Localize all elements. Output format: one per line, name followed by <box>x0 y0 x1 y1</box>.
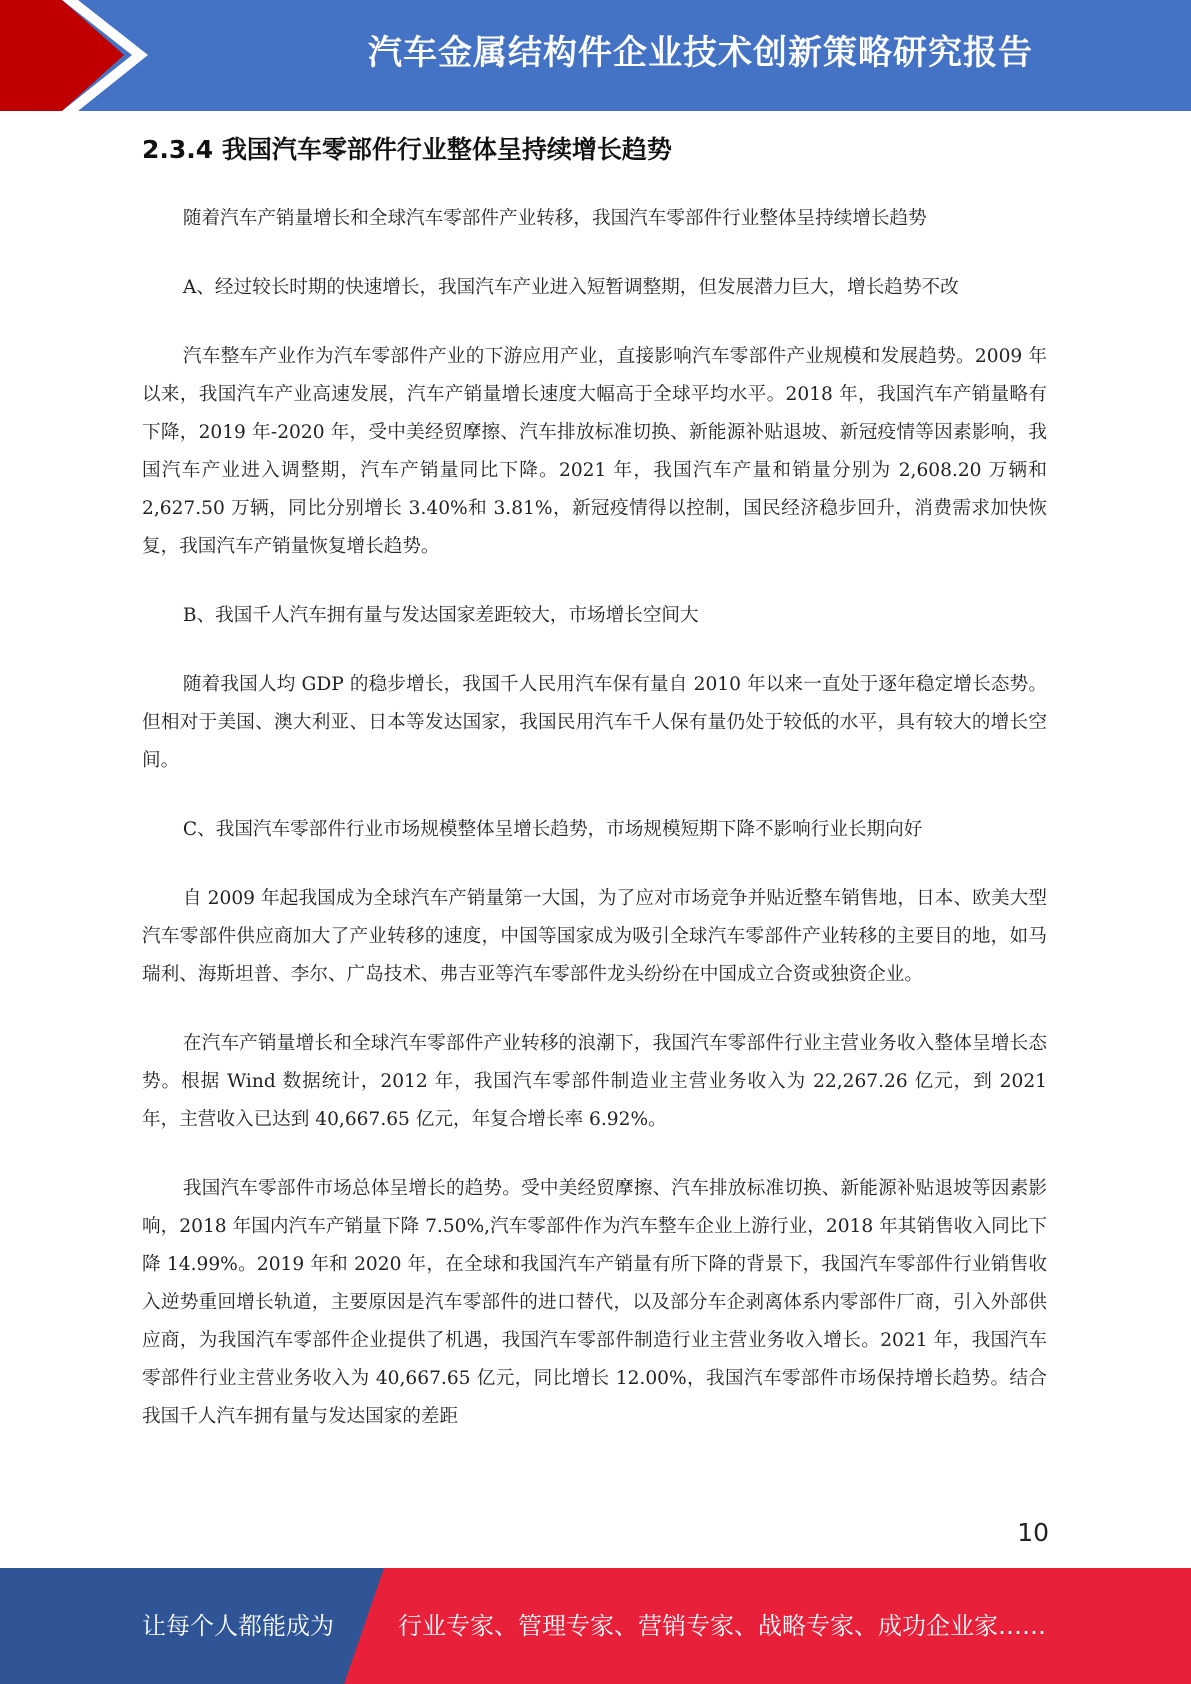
page-header <box>0 0 1191 111</box>
paragraph: 随着我国人均 GDP 的稳步增长，我国千人民用汽车保有量自 2010 年以来一直处于逐年稳定增长态势。但相对于美国、澳大利亚、日本等发达国家，我国民用汽车千人保有量仍处于较低的水平，具有较大的增长空间。 <box>142 674 1047 771</box>
section-heading: 2.3.4 我国汽车零部件行业整体呈持续增长趋势 <box>142 135 672 164</box>
report-title: 汽车金属结构件企业技术创新策略研究报告 <box>368 33 1033 73</box>
paragraph: 汽车整车产业作为汽车零部件产业的下游应用产业，直接影响汽车零部件产业规模和发展趋势。2009 年以来，我国汽车产业高速发展，汽车产销量增长速度大幅高于全球平均水平。2018 年，我国汽车产销量略有下降，2019 年-2020 年，受中美经贸摩擦、汽车排放标准切换、新能源补贴退坡、新冠疫情等因素影响，我国汽车产业进入调整期，汽车产销量同比下降。2021 年，我国汽车产量和销量分别为 2,608.20 万辆和 2,627.50 万辆，同比分别增长 3.40%和 3.81%，新冠疫情得以控制，国民经济稳步回升，消费需求加快恢复，我国汽车产销量恢复增长趋势。 <box>142 346 1047 557</box>
main-content <box>142 132 1047 1467</box>
footer-slogan-left: 让每个人都能成为 <box>142 1612 334 1640</box>
paragraph: A、经过较长时期的快速增长，我国汽车产业进入短暂调整期，但发展潜力巨大，增长趋势不改 <box>182 277 959 298</box>
paragraph: B、我国千人汽车拥有量与发达国家差距较大，市场增长空间大 <box>182 605 699 626</box>
page-number: 10 <box>1017 1518 1049 1547</box>
paragraph: C、我国汽车零部件行业市场规模整体呈增长趋势，市场规模短期下降不影响行业长期向好 <box>182 819 923 840</box>
paragraph: 随着汽车产销量增长和全球汽车零部件产业转移，我国汽车零部件行业整体呈持续增长趋势 <box>182 208 927 229</box>
paragraph: 我国汽车零部件市场总体呈增长的趋势。受中美经贸摩擦、汽车排放标准切换、新能源补贴退坡等因素影响，2018 年国内汽车产销量下降 7.50%,汽车零部件作为汽车整车企业上游行业，2018 年其销售收入同比下降 14.99%。2019 年和 2020 年，在全球和我国汽车产销量有所下降的背景下，我国汽车零部件行业销售收入逆势重回增长轨道，主要原因是汽车零部件的进口替代，以及部分车企剥离体系内零部件厂商，引入外部供应商，为我国汽车零部件企业提供了机遇，我国汽车零部件制造行业主营业务收入增长。2021 年，我国汽车零部件行业主营业务收入为 40,667.65 亿元，同比增长 12.00%，我国汽车零部件市场保持增长趋势。结合我国千人汽车拥有量与发达国家的差距 <box>142 1178 1047 1427</box>
footer-slogan-right: 行业专家、管理专家、营销专家、战略专家、成功企业家…… <box>398 1612 1046 1640</box>
paragraph: 自 2009 年起我国成为全球汽车产销量第一大国，为了应对市场竞争并贴近整车销售地，日本、欧美大型汽车零部件供应商加大了产业转移的速度，中国等国家成为吸引全球汽车零部件产业转移的主要目的地，如马瑞利、海斯坦普、李尔、广岛技术、弗吉亚等汽车零部件龙头纷纷在中国成立合资或独资企业。 <box>142 888 1047 985</box>
page-footer <box>0 1568 1191 1684</box>
paragraph: 在汽车产销量增长和全球汽车零部件产业转移的浪潮下，我国汽车零部件行业主营业务收入整体呈增长态势。根据 Wind 数据统计，2012 年，我国汽车零部件制造业主营业务收入为 22,267.26 亿元，到 2021 年，主营收入已达到 40,667.65 亿元，年复合增长率 6.92%。 <box>142 1033 1047 1130</box>
